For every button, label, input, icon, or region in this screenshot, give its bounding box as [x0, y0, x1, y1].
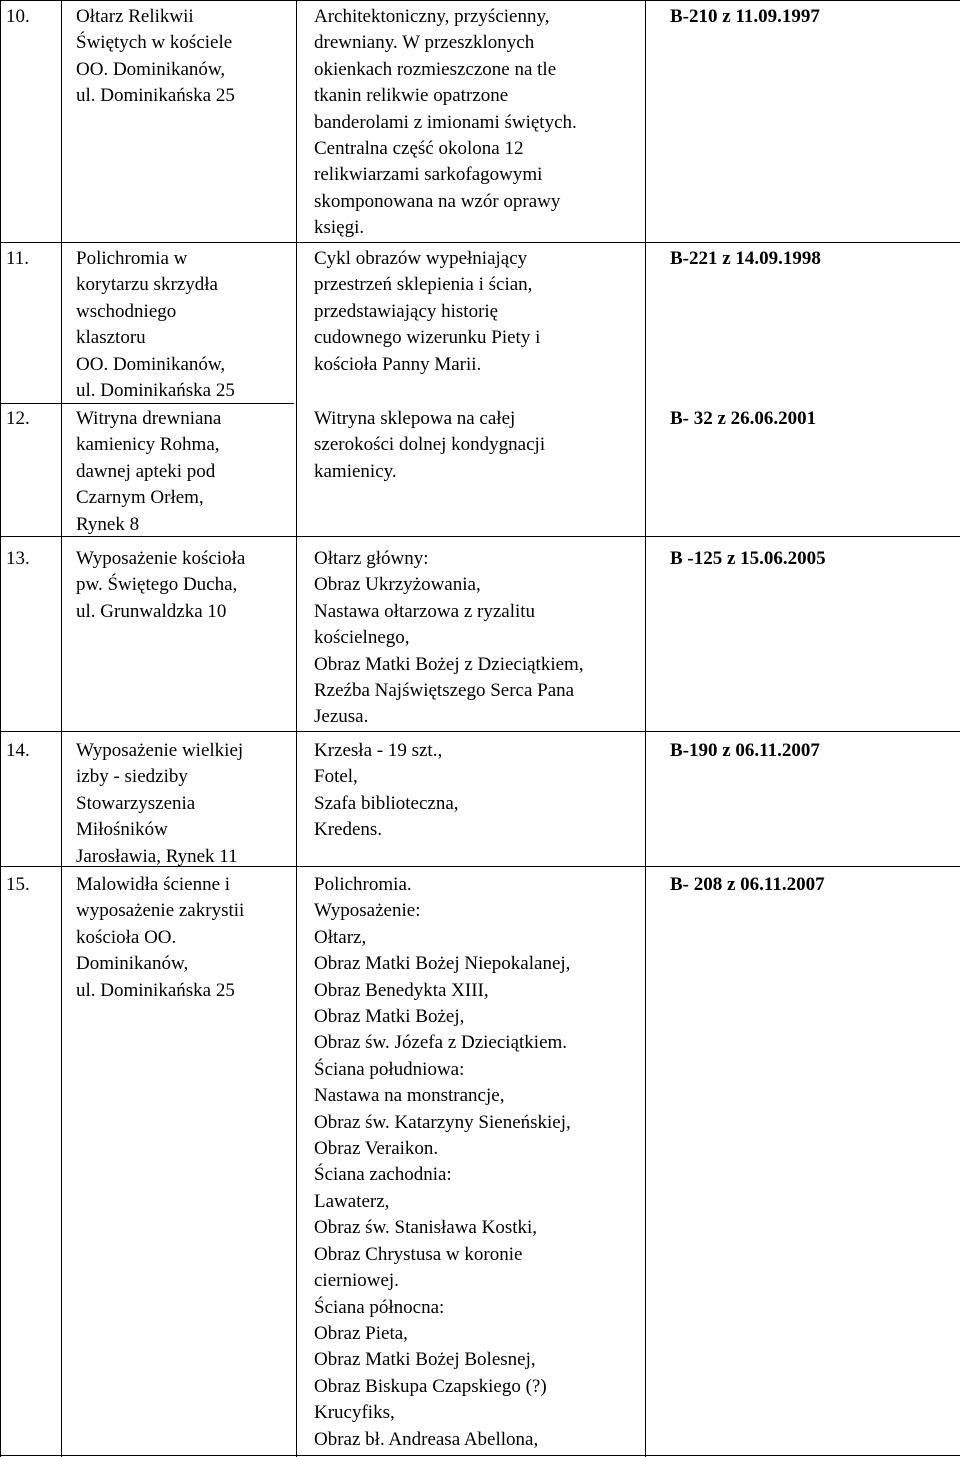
- desc-line: przedstawiający historię: [314, 299, 644, 325]
- desc-line: Obraz bł. Andreasa Abellona,: [314, 1427, 644, 1453]
- name-line: wyposażenie zakrystii: [76, 898, 290, 924]
- desc-line: Nastawa ołtarzowa z ryzalitu: [314, 599, 644, 625]
- name-line: ul. Dominikańska 25: [76, 378, 290, 404]
- row-number: 11.: [6, 246, 60, 272]
- name-line: Wyposażenie wielkiej: [76, 738, 290, 764]
- row-divider: [0, 731, 960, 732]
- row-number: 10.: [6, 4, 60, 30]
- object-name: [76, 546, 290, 625]
- desc-line: Ściana zachodnia:: [314, 1162, 644, 1188]
- register-number: B-221 z 14.09.1998: [670, 246, 950, 272]
- row-divider: [0, 866, 294, 867]
- row-divider: [0, 242, 960, 243]
- desc-line: Obraz Matki Bożej Bolesnej,: [314, 1347, 644, 1373]
- desc-line: Obraz Matki Bożej,: [314, 1004, 644, 1030]
- name-line: ul. Grunwaldzka 10: [76, 599, 290, 625]
- name-line: kamienicy Rohma,: [76, 432, 290, 458]
- name-line: OO. Dominikanów,: [76, 352, 290, 378]
- name-line: Wyposażenie kościoła: [76, 546, 290, 572]
- object-description: [314, 546, 644, 731]
- desc-line: cierniowej.: [314, 1268, 644, 1294]
- desc-line: drewniany. W przeszklonych: [314, 30, 644, 56]
- desc-line: tkanin relikwie opatrzone: [314, 83, 644, 109]
- name-line: ul. Dominikańska 25: [76, 83, 290, 109]
- desc-line: szerokości dolnej kondygnacji: [314, 432, 644, 458]
- desc-line: Ściana północna:: [314, 1295, 644, 1321]
- object-name: [76, 872, 290, 1004]
- object-name: [76, 4, 290, 110]
- desc-line: Architektoniczny, przyścienny,: [314, 4, 644, 30]
- name-line: klasztoru: [76, 325, 290, 351]
- register-number: B-190 z 06.11.2007: [670, 738, 950, 764]
- desc-line: okienkach rozmieszczone na tle: [314, 57, 644, 83]
- name-line: Stowarzyszenia: [76, 791, 290, 817]
- desc-line: Obraz Matki Bożej z Dzieciątkiem,: [314, 652, 644, 678]
- desc-line: Obraz św. Józefa z Dzieciątkiem.: [314, 1030, 644, 1056]
- name-line: Miłośników: [76, 817, 290, 843]
- row-divider: [0, 403, 294, 404]
- name-line: Ołtarz Relikwii: [76, 4, 290, 30]
- desc-line: Fotel,: [314, 764, 644, 790]
- row-divider: [294, 866, 960, 867]
- name-line: kościoła OO.: [76, 925, 290, 951]
- name-line: izby - siedziby: [76, 764, 290, 790]
- desc-line: relikwiarzami sarkofagowymi: [314, 162, 644, 188]
- row-number: 14.: [6, 738, 60, 764]
- desc-line: Rzeźba Najświętszego Serca Pana: [314, 678, 644, 704]
- object-name: [76, 738, 290, 870]
- object-description: [314, 738, 644, 844]
- desc-line: cudownego wizerunku Piety i: [314, 325, 644, 351]
- desc-line: Krucyfiks,: [314, 1400, 644, 1426]
- desc-line: Cykl obrazów wypełniający: [314, 246, 644, 272]
- desc-line: przestrzeń sklepienia i ścian,: [314, 272, 644, 298]
- desc-line: Jezusa.: [314, 704, 644, 730]
- desc-line: Obraz św. Katarzyny Sieneńskiej,: [314, 1110, 644, 1136]
- register-number: B- 32 z 26.06.2001: [670, 406, 950, 432]
- object-description: [314, 246, 644, 378]
- desc-line: kościelnego,: [314, 625, 644, 651]
- desc-line: Centralna część okolona 12: [314, 136, 644, 162]
- desc-line: Ołtarz główny:: [314, 546, 644, 572]
- desc-line: Ściana południowa:: [314, 1057, 644, 1083]
- desc-line: skomponowana na wzór oprawy: [314, 189, 644, 215]
- name-line: Witryna drewniana: [76, 406, 290, 432]
- object-name: [76, 406, 290, 538]
- name-line: Dominikanów,: [76, 951, 290, 977]
- name-line: ul. Dominikańska 25: [76, 978, 290, 1004]
- desc-line: Obraz Pieta,: [314, 1321, 644, 1347]
- desc-line: Krzesła - 19 szt.,: [314, 738, 644, 764]
- register-number: B- 208 z 06.11.2007: [670, 872, 950, 898]
- desc-line: Polichromia.: [314, 872, 644, 898]
- name-line: pw. Świętego Ducha,: [76, 572, 290, 598]
- desc-line: Obraz Matki Bożej Niepokalanej,: [314, 951, 644, 977]
- desc-line: kamienicy.: [314, 459, 644, 485]
- desc-line: Obraz Benedykta XIII,: [314, 978, 644, 1004]
- name-line: korytarzu skrzydła: [76, 272, 290, 298]
- row-number: 15.: [6, 872, 60, 898]
- name-line: Jarosławia, Rynek 11: [76, 844, 290, 870]
- object-name: [76, 246, 290, 404]
- name-line: Czarnym Orłem,: [76, 485, 290, 511]
- desc-line: Lawaterz,: [314, 1189, 644, 1215]
- register-number: B -125 z 15.06.2005: [670, 546, 950, 572]
- desc-line: banderolami z imionami świętych.: [314, 110, 644, 136]
- desc-line: Kredens.: [314, 817, 644, 843]
- desc-line: Nastawa na monstrancje,: [314, 1083, 644, 1109]
- name-line: OO. Dominikanów,: [76, 57, 290, 83]
- row-number: 13.: [6, 546, 60, 572]
- register-number: B-210 z 11.09.1997: [670, 4, 950, 30]
- desc-line: Obraz Veraikon.: [314, 1136, 644, 1162]
- name-line: Rynek 8: [76, 512, 290, 538]
- row-divider: [0, 536, 960, 537]
- desc-line: Witryna sklepowa na całej: [314, 406, 644, 432]
- desc-line: Szafa biblioteczna,: [314, 791, 644, 817]
- desc-line: Obraz św. Stanisława Kostki,: [314, 1215, 644, 1241]
- object-description: [314, 406, 644, 485]
- desc-line: kościoła Panny Marii.: [314, 352, 644, 378]
- name-line: Polichromia w: [76, 246, 290, 272]
- desc-line: Wyposażenie:: [314, 898, 644, 924]
- row-number: 12.: [6, 406, 60, 432]
- name-line: dawnej apteki pod: [76, 459, 290, 485]
- desc-line: Obraz Ukrzyżowania,: [314, 572, 644, 598]
- name-line: wschodniego: [76, 299, 290, 325]
- desc-line: księgi.: [314, 215, 644, 241]
- desc-line: Obraz Chrystusa w koronie: [314, 1242, 644, 1268]
- name-line: Świętych w kościele: [76, 30, 290, 56]
- desc-line: Ołtarz,: [314, 925, 644, 951]
- desc-line: Obraz Biskupa Czapskiego (?): [314, 1374, 644, 1400]
- name-line: Malowidła ścienne i: [76, 872, 290, 898]
- object-description: [314, 872, 644, 1453]
- object-description: [314, 4, 644, 242]
